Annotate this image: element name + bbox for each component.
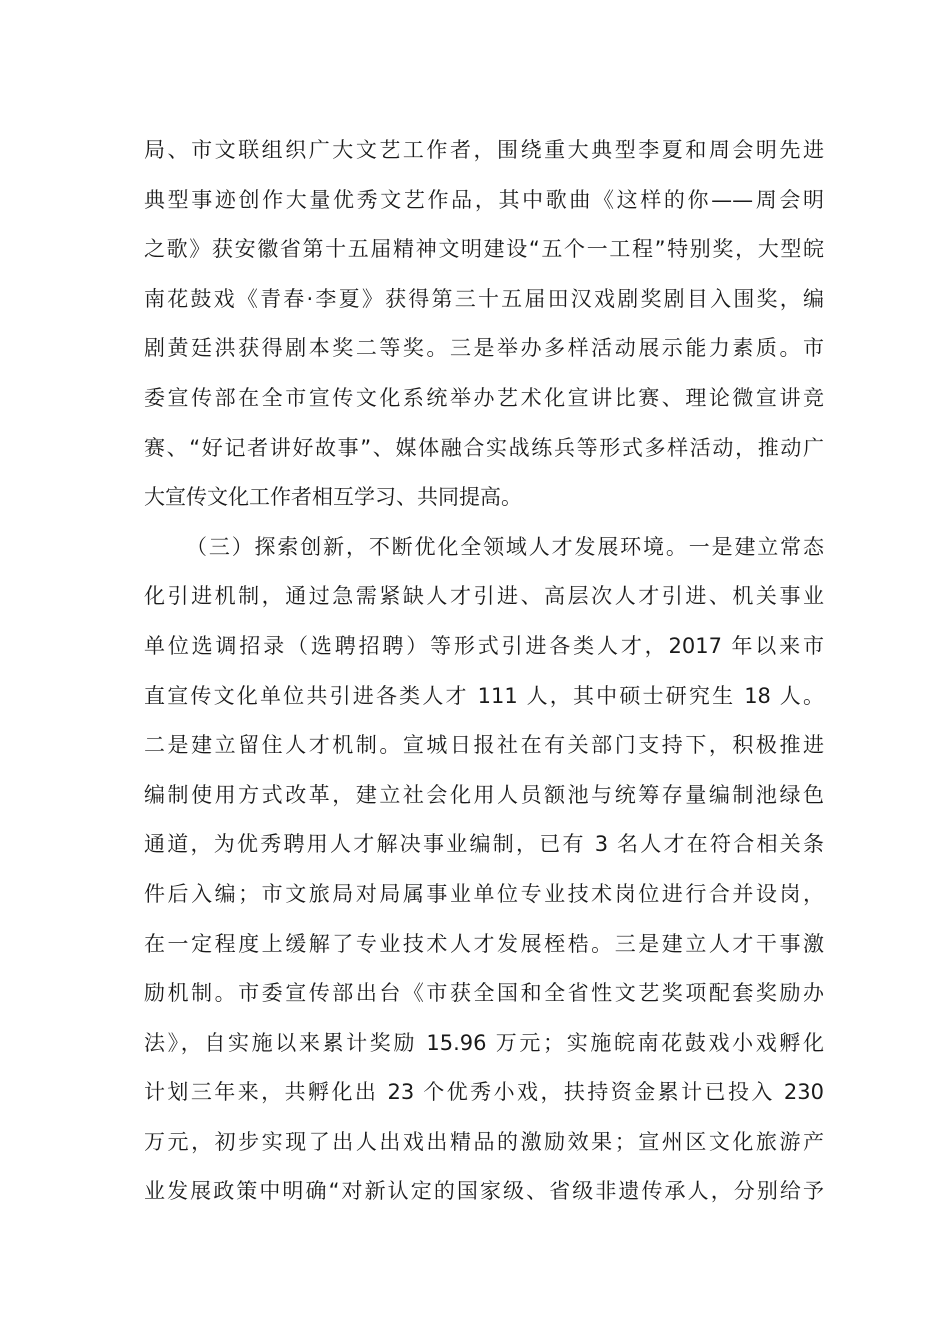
text-line: 法》，自实施以来累计奖励 15.96 万元；实施皖南花鼓戏小戏孵化 [144,1030,824,1055]
section-heading-line: （三）探索创新，不断优化全领域人才发展环境。一是建立常态 [186,534,824,559]
text-line: 励机制。市委宣传部出台《市获全国和全省性文艺奖项配套奖励办 [144,981,824,1006]
text-line: 编制使用方式改革，建立社会化用人员额池与统筹存量编制池绿色 [144,782,824,807]
text-line: 在一定程度上缓解了专业技术人才发展桎梏。三是建立人才干事激 [144,931,824,956]
text-line: 南花鼓戏《青春·李夏》获得第三十五届田汉戏剧奖剧目入围奖，编 [144,286,824,311]
text-line: 计划三年来，共孵化出 23 个优秀小戏，扶持资金累计已投入 230 [144,1080,824,1105]
text-line: 业发展政策中明确“对新认定的国家级、省级非遗传承人，分别给予 [144,1179,824,1204]
text-line: 剧黄廷洪获得剧本奖二等奖。三是举办多样活动展示能力素质。市 [144,336,824,361]
text-line: 局、市文联组织广大文艺工作者，围绕重大典型李夏和周会明先进 [144,138,824,162]
text-line: 直宣传文化单位共引进各类人才 111 人，其中硕士研究生 18 人。 [144,683,824,708]
text-line: 之歌》获安徽省第十五届精神文明建设“五个一工程”特别奖，大型皖 [144,237,824,262]
text-line: 赛、“好记者讲好故事”、媒体融合实战练兵等形式多样活动，推动广 [144,435,824,460]
body-text [144,126,824,1217]
text-line: 万元，初步实现了出人出戏出精品的激励效果；宣州区文化旅游产 [144,1129,824,1154]
text-line: 化引进机制，通过急需紧缺人才引进、高层次人才引进、机关事业 [144,584,824,609]
text-line: 件后入编；市文旅局对局属事业单位专业技术岗位进行合并设岗， [144,881,824,906]
text-line: 通道，为优秀聘用人才解决事业编制，已有 3 名人才在符合相关条 [144,832,824,857]
text-line: 典型事迹创作大量优秀文艺作品，其中歌曲《这样的你——周会明 [144,187,824,212]
text-line: 大宣传文化工作者相互学习、共同提高。 [144,485,522,510]
text-line: 二是建立留住人才机制。宣城日报社在有关部门支持下，积极推进 [144,733,824,758]
text-line: 单位选调招录（选聘招聘）等形式引进各类人才，2017 年以来市 [144,633,824,658]
text-line: 委宣传部在全市宣传文化系统举办艺术化宣讲比赛、理论微宣讲竞 [144,385,824,410]
